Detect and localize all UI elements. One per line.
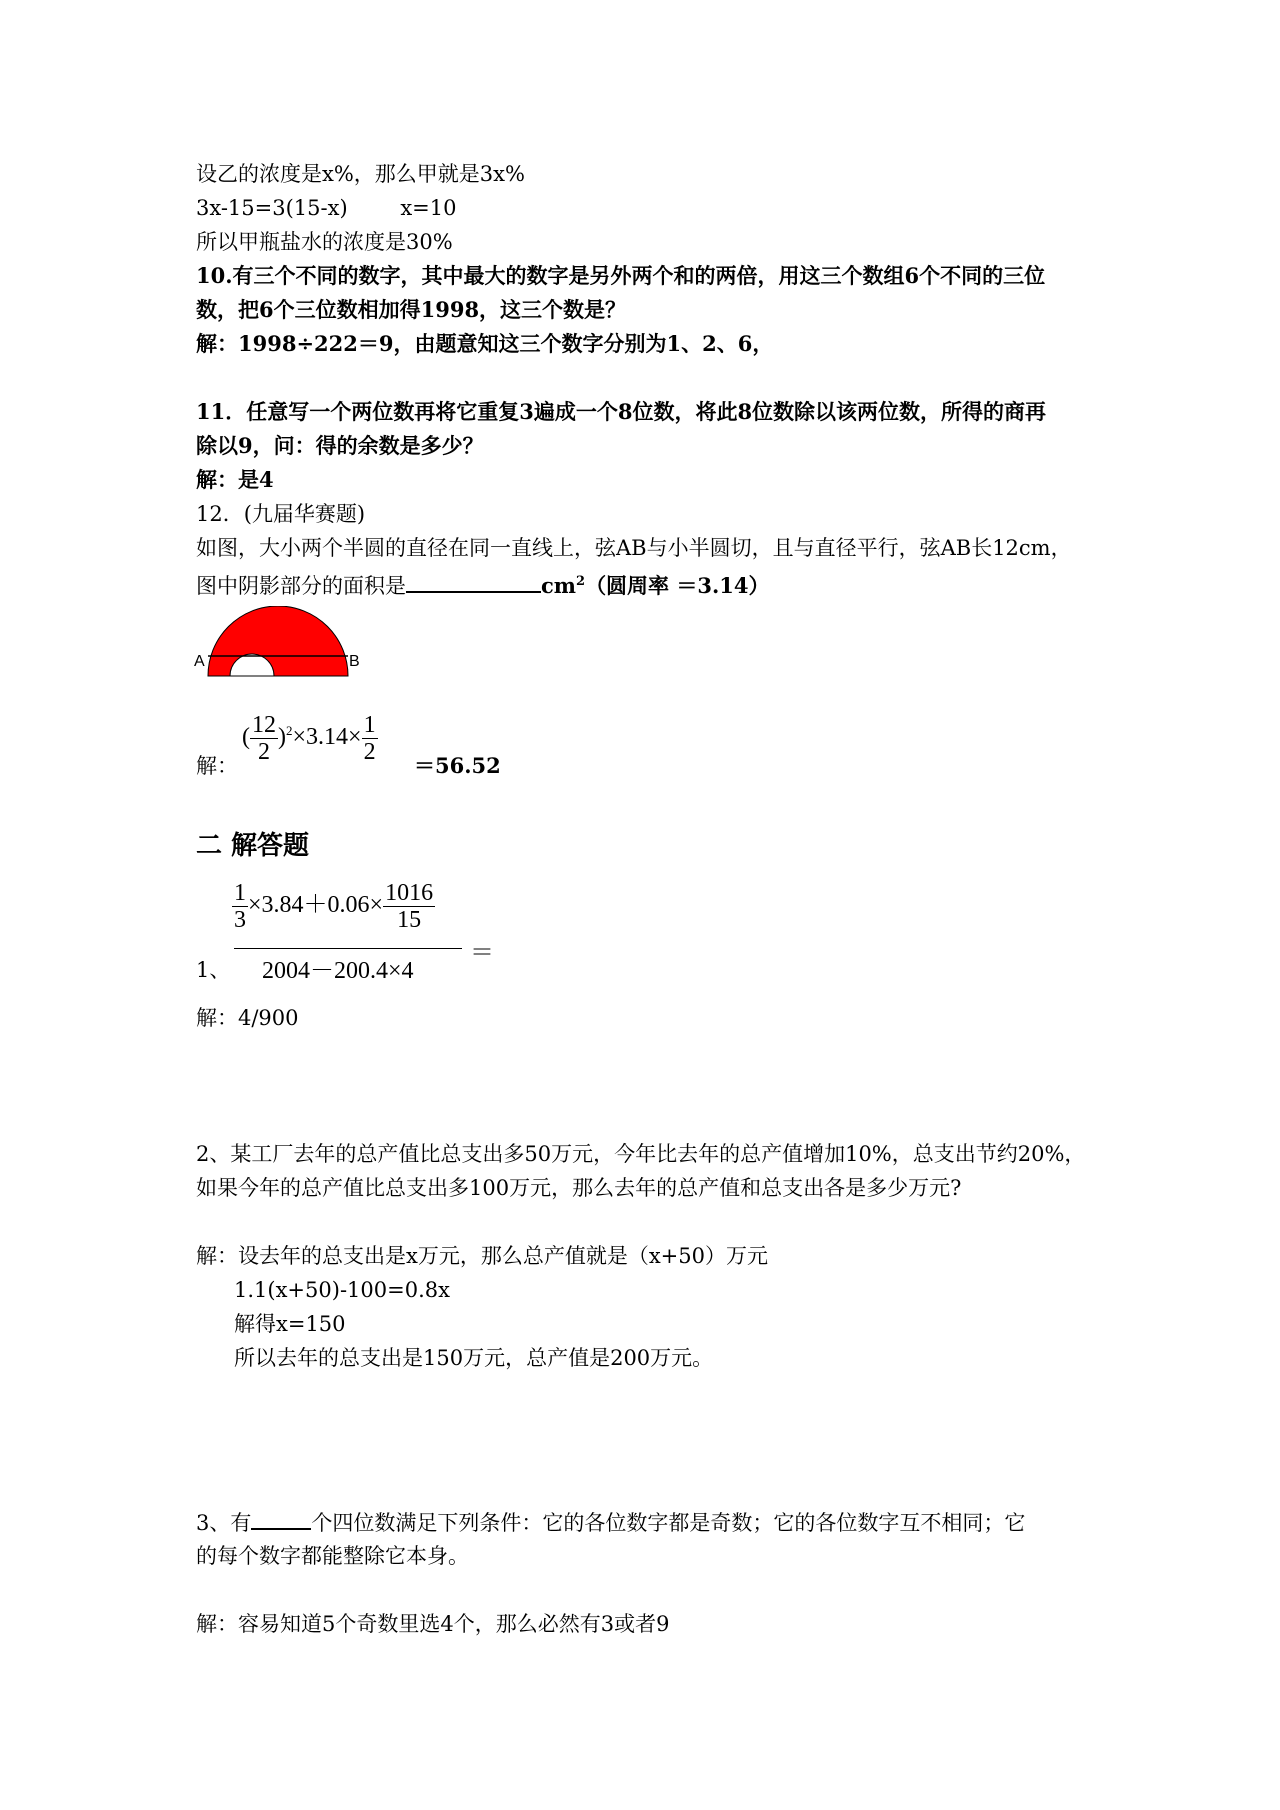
q11-solution: 解：是4: [196, 467, 274, 492]
q10-solution: 解：1998÷222＝9，由题意知这三个数字分别为1、2、6，: [196, 331, 774, 356]
q12-text-2: [196, 568, 770, 600]
problem1-formula: [232, 880, 494, 984]
large-semicircle: [208, 606, 348, 676]
equation-left: 3x-15=3(15-x): [196, 196, 348, 220]
p1-denominator: 2004－200.4×4: [262, 958, 414, 984]
fraction-num-2: 1: [363, 712, 376, 738]
label-a: A: [194, 653, 205, 670]
p1-den-a: 3: [234, 907, 246, 933]
fraction-12-2: [250, 712, 278, 765]
problem3-prefix: 3、有: [196, 1511, 252, 1535]
exponent: 2: [286, 723, 293, 739]
fraction-num: 12: [252, 712, 276, 738]
section-heading: 二 解答题: [196, 831, 310, 861]
problem2-text-1: 2、某工厂去年的总产值比总支出多50万元，今年比去年的总产值增加10%，总支出节约20%，: [196, 1142, 1086, 1166]
problem3-text-1: [196, 1508, 1025, 1537]
problem2-text-2: 如果今年的总产值比总支出多100万元，那么去年的总产值和总支出各是多少万元?: [196, 1176, 962, 1200]
fraction-den-2: 2: [363, 739, 376, 765]
main-fraction-bar: [234, 948, 462, 949]
q12-prompt: 图中阴影部分的面积是: [196, 574, 406, 598]
problem1-numerator: [232, 880, 435, 933]
p1-equals: ＝: [470, 940, 494, 966]
answer-blank: [406, 571, 541, 593]
q12-formula: [242, 712, 378, 765]
problem3-text-2: 的每个数字都能整除它本身。: [196, 1544, 469, 1568]
unit-cm: cm: [541, 573, 577, 598]
semicircle-figure: [192, 606, 362, 682]
q10-text-1: 10.有三个不同的数字，其中最大的数字是另外两个和的两倍，用这三个数组6个不同的三位: [196, 263, 1046, 288]
fraction-1-2: [362, 712, 378, 765]
p1-den-b: 15: [397, 907, 422, 933]
problem1-solution: 解：4/900: [196, 1006, 299, 1030]
paren-open: (: [242, 724, 250, 751]
q11-text-1: 11．任意写一个两位数再将它重复3遍成一个8位数，将此8位数除以该两位数，所得的商再: [196, 399, 1047, 424]
paren-close: ): [278, 724, 286, 751]
line-conclusion: 所以甲瓶盐水的浓度是30%: [196, 230, 453, 254]
q11-text-2: 除以9，问：得的余数是多少？: [196, 433, 484, 458]
pi-note: （圆周率 ＝3.14）: [585, 573, 770, 598]
fraction-1-3: [232, 880, 248, 933]
problem2-solution-4: 所以去年的总支出是150万元，总产值是200万元。: [234, 1346, 714, 1370]
problem1-label: 1、: [196, 958, 231, 982]
problem3-solution: 解：容易知道5个奇数里选4个，那么必然有3或者9: [196, 1612, 670, 1636]
q12-text-1: [196, 534, 1072, 562]
p1-num-b: 1016: [385, 880, 434, 906]
problem2-solution-2: 1.1(x+50)-100=0.8x: [234, 1278, 450, 1302]
q12-title: 12．(九届华赛题): [196, 502, 366, 526]
fraction-1016-15: [383, 880, 435, 933]
label-b: B: [349, 653, 360, 670]
line-equation: [196, 194, 457, 222]
problem2-solution-3: 解得x=150: [234, 1312, 346, 1336]
q12-solution-label: 解：: [196, 754, 238, 778]
p1-num-a: 1: [234, 880, 246, 906]
problem3-blank: [251, 1508, 311, 1530]
fraction-den: 2: [258, 739, 270, 765]
times-pi: ×3.14×: [292, 724, 362, 751]
q12-text-1-content: 如图，大小两个半圆的直径在同一直线上，弦AB与小半圆切，且与直径平行，弦AB长12cm，: [196, 536, 1072, 560]
unit-exponent: 2: [576, 574, 586, 589]
problem3-rest: 个四位数满足下列条件：它的各位数字都是奇数；它的各位数字互不相同；它: [311, 1511, 1026, 1535]
p1-mid: ×3.84＋0.06×: [248, 892, 384, 919]
line-concentration: 设乙的浓度是x%，那么甲就是3x%: [196, 162, 525, 186]
q12-result: ＝56.52: [414, 753, 501, 778]
equation-right: x=10: [400, 196, 457, 220]
problem2-solution-1: 解：设去年的总支出是x万元，那么总产值就是（x+50）万元: [196, 1244, 769, 1268]
q10-text-2: 数，把6个三位数相加得1998，这三个数是？: [196, 297, 627, 322]
